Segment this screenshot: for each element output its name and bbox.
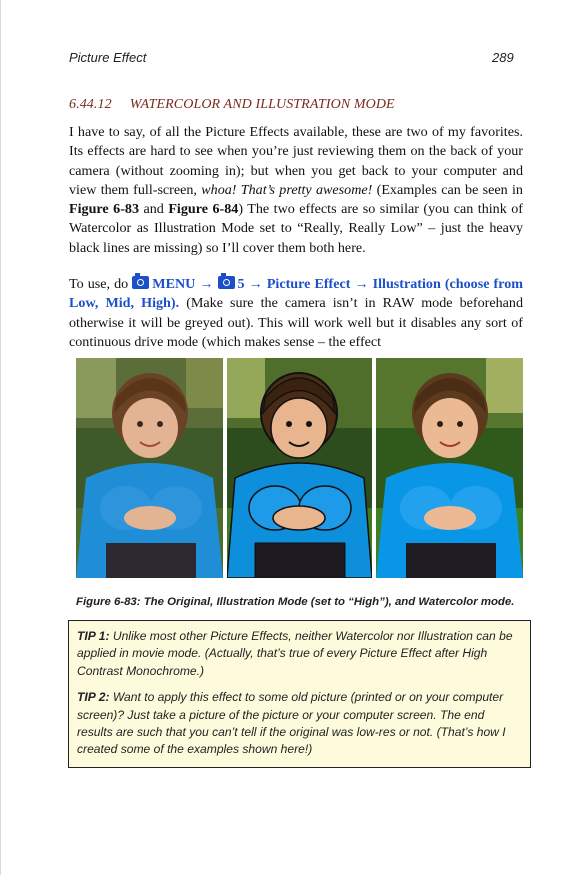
tip-label: TIP 1:: [77, 629, 110, 643]
tip-text: Unlike most other Picture Effects, neither Watercolor nor Illustration can be applied in movie mode. (Actually, that’s true of every Picture Effect after High Contrast Monochrome.): [77, 629, 513, 678]
figure-reference: Figure 6-83: [69, 201, 139, 218]
arrow-icon: →: [195, 276, 218, 292]
tip-box: [68, 620, 531, 768]
section-heading: [69, 97, 395, 113]
menu-path-step: Picture Effect: [266, 276, 351, 292]
arrow-icon: →: [244, 276, 267, 292]
figure-caption: Figure 6-83: The Original, Illustration Mode (set to “High”), and Watercolor mode.: [76, 596, 515, 608]
tip-item: [77, 628, 522, 680]
running-header-title: Picture Effect: [69, 50, 147, 65]
paragraph-text: I have to say, of all the Picture Effects available, these are two of my favorites. Its effects are hard to see when you’re just reviewing them on the back of your camera (without zooming in); but when you get back to your computer and view them full-screen,: [69, 124, 523, 198]
illustration-photo: [227, 358, 372, 578]
emphasis-text: whoa! That’s pretty awesome!: [201, 181, 373, 198]
watercolor-photo: [376, 358, 523, 578]
paragraph-text: ) The two effects are so similar (you can think of Watercolor as Illustration Mode set to “Really, Really Low” – just the heavy black lines are missing) so I’ll cover them both here.: [69, 201, 523, 256]
paragraph-text: To use, do: [69, 276, 133, 292]
intro-paragraph: [69, 123, 523, 258]
menu-path-step: 5: [237, 276, 245, 292]
camera-icon: [218, 276, 235, 289]
camera-icon: [132, 276, 149, 289]
page-number: 289: [492, 50, 514, 65]
menu-path-step: MENU: [152, 276, 196, 292]
usage-paragraph: [69, 275, 523, 352]
tip-item: [77, 689, 522, 759]
tip-text: Want to apply this effect to some old picture (printed or on your computer screen)? Just take a picture of the picture or your computer screen. The end results are such that you can’t tell if the original was low-res or not. (That’s how I created some of the examples shown here!): [77, 690, 506, 757]
section-number: 6.44.12: [69, 97, 112, 112]
paragraph-text: and: [139, 201, 169, 218]
tip-label: TIP 2:: [77, 690, 110, 705]
figure-reference: Figure 6-84: [168, 201, 239, 218]
arrow-icon: →: [350, 276, 373, 292]
original-photo: [76, 358, 223, 578]
menu-path-step: Illustration (choose from Low, Mid, High).: [69, 276, 524, 312]
example-figure: [76, 358, 523, 578]
paragraph-text: (Examples can be seen in: [372, 181, 523, 198]
paragraph-text: (Make sure the camera isn’t in RAW mode beforehand otherwise it will be greyed out). This will work well but it disables any sort of continuous drive mode (which makes sense – the effect: [69, 295, 523, 350]
section-title: WATERCOLOR AND ILLUSTRATION MODE: [129, 97, 395, 112]
